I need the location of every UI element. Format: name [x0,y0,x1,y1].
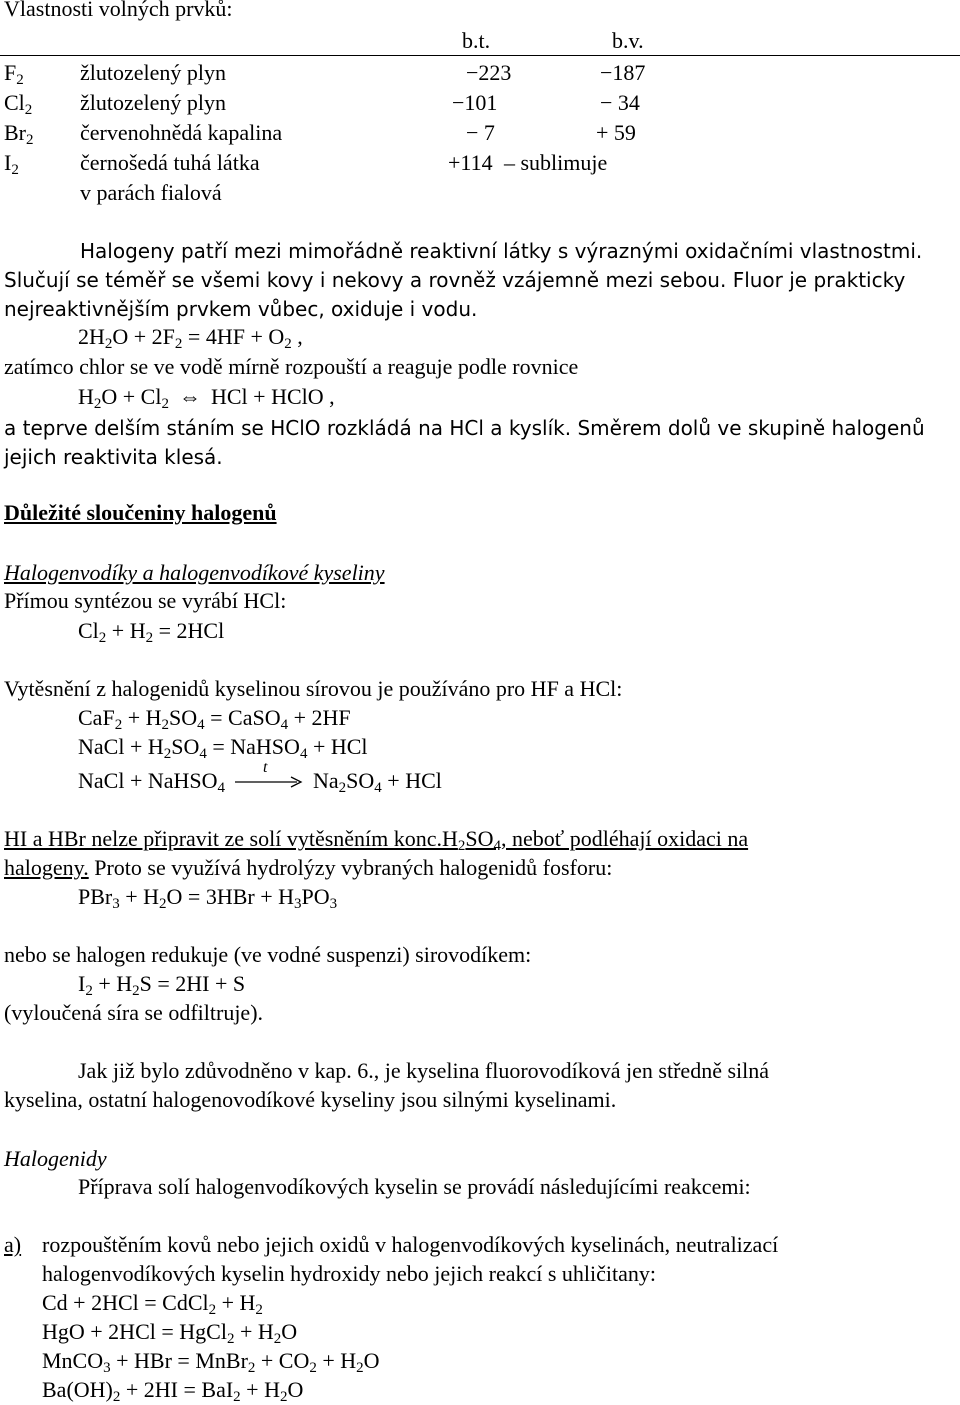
item-label: a) [4,1232,22,1257]
row-desc: černošedá tuhá látka [80,150,260,175]
subsection-title: Halogenidy [4,1146,107,1171]
prep-text: Příprava solí halogenvodíkových kyselin se provádí následujícími reakcemi: [78,1174,751,1199]
row-sym: $Cl_2$ [4,90,33,118]
equation-pbr3: $PBr_3 + H_2O = 3HBr + H_3PO_3$ [78,884,338,912]
intro-line: Slučují se téměř se všemi kovy i nekovy a rovněž vzájemně mezi sebou. Fluor je prakticky [4,268,906,292]
section-title: Důležité sloučeniny halogenů [4,500,277,525]
row-sym: $Br_2$ [4,120,34,148]
hf-text: kyselina, ostatní halogenovodíkové kyseliny jsou silnými kyselinami. [4,1087,617,1112]
equation-hcl-synthesis: $Cl_2 + H_2 = 2HCl$ [78,618,225,646]
row-bv: + 59 [596,120,636,145]
row-bv: −187 [600,60,646,85]
equation-baoh2: $Ba(OH)_2 + 2HI = BaI_2 + H_2O$ [42,1377,304,1405]
displace-text: Vytěsnění z halogenidů kyselinou sírovou je používáno pro HF a HCl: [4,676,623,701]
col-header-bv: b.v. [612,28,644,53]
item-a-text: rozpouštěním kovů nebo jejich oxidů v halogenvodíkových kyselinách, neutralizací [42,1232,779,1257]
equation-hgo: HgO + 2HCl = HgCl$_2$ + $H_2O$ [42,1319,298,1347]
equation-cd: Cd + 2HCl = CdCl$_2$ + $H_2$ [42,1290,263,1318]
page-heading: Vlastnosti volných prvků: [4,0,233,21]
equilibrium-arrow-icon: ⇔ [178,384,201,409]
col-header-bt: b.t. [462,28,491,53]
equation-hf: $CaF_2 + H_2SO_4$ = CaSO$_4$ + 2HF [78,705,351,733]
row-sym: $I_2$ [4,150,19,178]
row-bt: − 7 [466,120,495,145]
equation-hi: $I_2 + H_2S = 2HI + S$ [78,971,246,999]
intro-line: Halogeny patří mezi mimořádně reaktivní látky s výraznými oxidačními vlastnostmi. [80,239,923,263]
row-extra: v parách fialová [80,180,222,205]
item-a-text: halogenvodíkových kyselin hydroxidy nebo jejich reakcí s uhličitany: [42,1261,657,1286]
row-desc: žlutozelený plyn [80,60,227,85]
hclo-text: a teprve delším stáním se HClO rozkládá na HCl a kyslík. Směrem dolů ve skupině halogenů [4,416,925,440]
equation-water-fluorine: $2H_2O + 2F_2 = 4HF + O_2$ , [78,324,303,352]
table-rule [0,55,960,56]
equation-nahso4: NaCl + $H_2SO_4$ = NaHSO$_4$ + HCl [78,734,368,762]
reduce-text: nebo se halogen redukuje (ve vodné suspenzi) sirovodíkem: [4,942,532,967]
row-bv: – sublimuje [504,150,608,175]
hi-hbr-text: halogeny. Proto se využívá hydrolýzy vybraných halogenidů fosforu: [4,855,613,880]
chlor-text: zatímco chlor se ve vodě mírně rozpouští a reaguje podle rovnice [4,354,579,379]
row-desc: žlutozelený plyn [80,90,227,115]
subsection-title: Halogenvodíky a halogenvodíkové kyseliny [4,560,385,585]
row-bt: −101 [452,90,498,115]
hclo-text: jejich reaktivita klesá. [4,445,223,469]
synth-text: Přímou syntézou se vyrábí HCl: [4,588,287,613]
intro-line: nejreaktivnějším prvkem vůbec, oxiduje i vodu. [4,297,478,321]
row-bv: − 34 [600,90,640,115]
equation-mnco3: MnCO$_3$ + HBr = MnBr$_2$ + $CO_2 + H_2O$ [42,1348,380,1376]
row-bt: +114 [448,150,493,175]
equation-na2so4: NaCl + NaHSO$_4$ t $Na_2SO_4$ + HCl [78,758,442,796]
hf-text: Jak již bylo zdůvodněno v kap. 6., je kyselina fluorovodíková jen středně silná [78,1058,770,1083]
row-desc: červenohnědá kapalina [80,120,283,145]
filter-text: (vyloučená síra se odfiltruje). [4,1000,264,1025]
row-bt: −223 [466,60,512,85]
reaction-arrow-icon: t [235,773,303,793]
equation-chlorine-water: $H_2O + Cl_2$ ⇔ HCl + HClO , [78,384,335,412]
hi-hbr-text: HI a HBr nelze připravit ze solí vytěsněním $konc.H_2SO_4$, neboť podléhají oxidaci na [4,826,749,854]
row-sym: $F_2$ [4,60,24,88]
